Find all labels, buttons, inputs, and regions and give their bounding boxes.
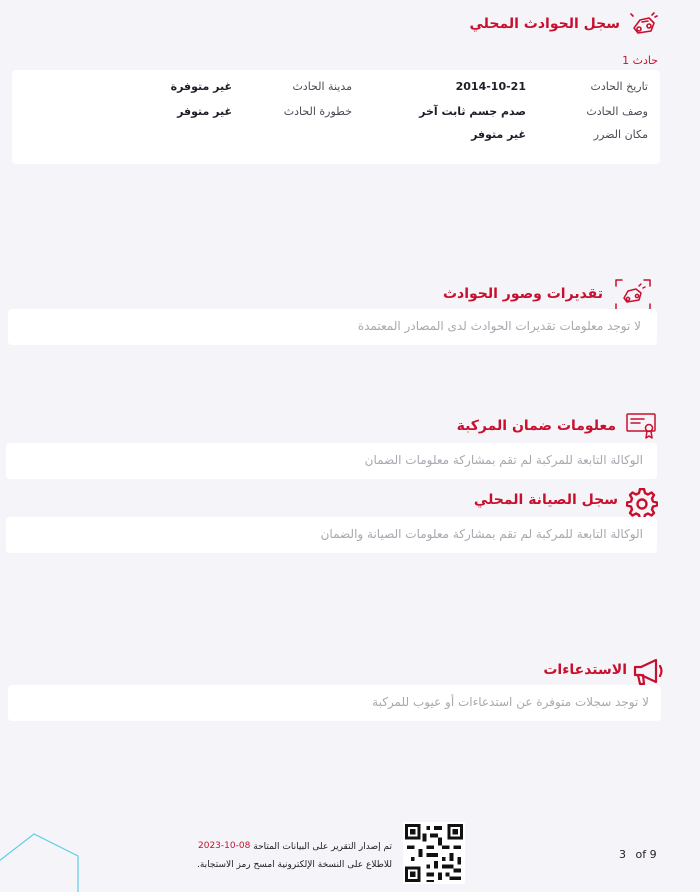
car-crash-icon [630, 12, 658, 38]
accident-description-value: صدم جسم ثابت آخر [419, 105, 526, 118]
decorative-hexagon-graphic [0, 828, 80, 892]
accident-severity-label: خطورة الحادث [283, 105, 352, 118]
damage-location-value: غير متوفر [471, 128, 526, 141]
warranty-certificate-icon [626, 412, 658, 440]
maintenance-message: الوكالة التابعة للمركبة لم تقم بمشاركة معلومات الصيانة والضمان [320, 527, 643, 541]
page-total: of 9 [635, 848, 657, 861]
accident-description-label: وصف الحادث [586, 105, 648, 118]
page-indicator [619, 848, 657, 861]
accident-date-value: 2014-10-21 [455, 80, 526, 93]
megaphone-icon [632, 657, 666, 687]
accident-severity-value: غير متوفر [177, 105, 232, 118]
qr-code[interactable] [402, 822, 466, 884]
damage-location-label: مكان الضرر [593, 128, 648, 141]
warranty-card [6, 443, 657, 479]
recalls-message: لا توجد سجلات متوفرة عن استدعاءات أو عيوب للمركبة [372, 695, 649, 709]
maintenance-title: سجل الصيانة المحلي [473, 492, 618, 508]
crash-photo-icon [614, 278, 652, 312]
report-issued-text: تم إصدار التقرير على البيانات المتاحة [253, 842, 392, 852]
warranty-title: معلومات ضمان المركبة [456, 418, 616, 434]
estimates-message: لا توجد معلومات تقديرات الحوادث لدى المصادر المعتمدة [357, 319, 641, 333]
scan-qr-instruction: للاطلاع على النسخة الإلكترونية امسح رمز الاستجابة. [197, 860, 392, 870]
recalls-card [8, 685, 661, 721]
report-issued-date: 2023-10-08 [198, 841, 251, 851]
accidents-title: سجل الحوادث المحلي [469, 16, 620, 32]
maintenance-card [6, 517, 657, 553]
gear-icon [626, 488, 658, 520]
estimates-title: تقديرات وصور الحوادث [442, 286, 603, 302]
accident-city-value: غير متوفرة [170, 80, 232, 93]
recalls-title: الاستدعاءات [543, 662, 627, 678]
accident-city-label: مدينة الحادث [292, 80, 352, 93]
accident-date-label: تاريخ الحادث [590, 80, 648, 93]
accident-number-label: حادث 1 [622, 54, 658, 67]
page-current: 3 [619, 848, 626, 861]
estimates-card [8, 309, 657, 345]
warranty-message: الوكالة التابعة للمركبة لم تقم بمشاركة معلومات الضمان [364, 453, 643, 467]
accident-details-card [12, 70, 660, 164]
